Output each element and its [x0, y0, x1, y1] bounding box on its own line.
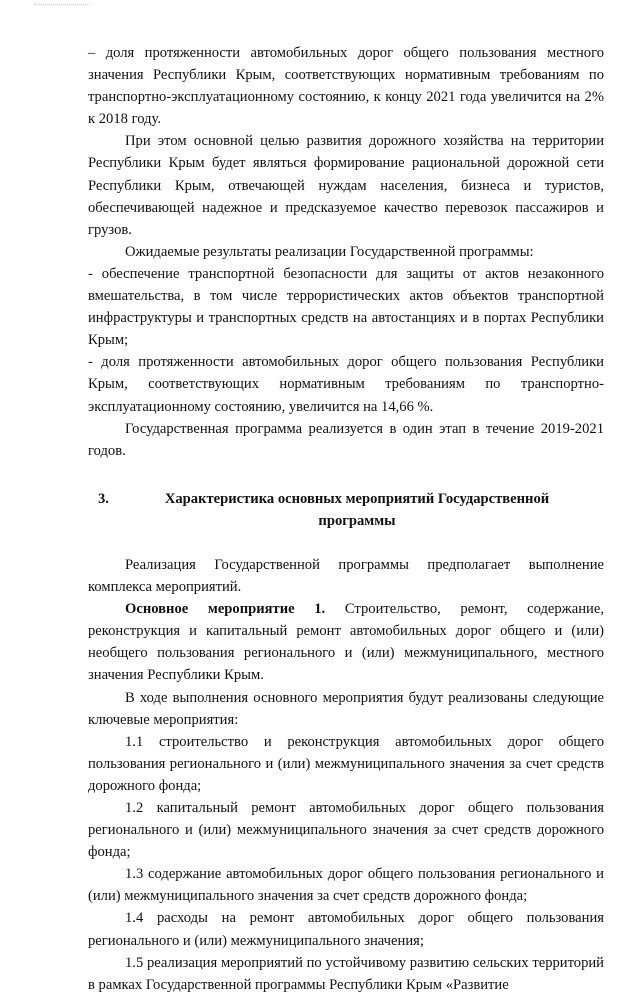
paragraph-intro: Реализация Государственной программы предполагает выполнение комплекса мероприятий.: [88, 556, 604, 596]
spacer: [88, 532, 604, 554]
section-title-line2: программы: [318, 512, 396, 529]
main-activity-text: Строительство, ремонт, содержание, реконструкция и капитальный ремонт автомобильных дорог общего и (или) необщего пользования регионального и (или) межмуниципального, местного значения Республики Крым.: [88, 601, 604, 684]
list-item: 1.2 капитальный ремонт автомобильных дорог общего пользования регионального и (или) межмуниципального значения за счет средств дорожного фонда;: [88, 800, 604, 861]
spacer: [88, 462, 604, 484]
paragraph-transport-security: - обеспечение транспортной безопасности для защиты от актов незаконного вмешательства, в том числе террористических актов объектов транспортной инфраструктуры и транспортных средств на автостанциях и в портах Республики Крым;: [88, 265, 604, 349]
list-item: 1.4 расходы на ремонт автомобильных дорог общего пользования регионального и (или) межмуниципального значения;: [88, 910, 604, 949]
paragraph-expected-results: Ожидаемые результаты реализации Государственной программы:: [125, 243, 534, 260]
list-item: 1.1 строительство и реконструкция автомобильных дорог общего пользования регионального и (или) межмуниципального значения за счет средств дорожного фонда;: [88, 733, 604, 794]
paragraph-local-roads: – доля протяженности автомобильных дорог общего пользования местного значения Республики Крым, соответствующих нормативным требованиям по транспортно-эксплуатационному состоянию, к концу 2021 года увеличится на 2% к 2018 году.: [88, 45, 604, 128]
document-page: [88, 42, 604, 996]
section-title: [130, 488, 604, 532]
paragraph-main-activity: [88, 598, 604, 686]
section-heading: [88, 488, 604, 532]
list-item: 1.5 реализация мероприятий по устойчивому развитию сельских территорий в рамках Государственной программы Республики Крым «Развитие: [88, 954, 604, 993]
main-activity-label: Основное мероприятие 1.: [125, 601, 326, 618]
scan-artifact: [34, 4, 90, 9]
paragraph-main-goal: При этом основной целью развития дорожного хозяйства на территории Республики Крым будет являться формирование рациональной дорожной сети Республики Крым, отвечающей нуждам населения, бизнеса и туристов, обеспечивающей надежное и предсказуемое качество перевозок пассажиров и грузов.: [88, 133, 604, 238]
list-item: 1.3 содержание автомобильных дорог общего пользования регионального и (или) межмуниципального значения за счет средств дорожного фонда;: [88, 866, 604, 905]
section-number: 3.: [98, 490, 109, 507]
paragraph-road-share: - доля протяженности автомобильных дорог общего пользования Республики Крым, соответствующих нормативным требованиям по транспортно-эксплуатационному состоянию, увеличится на 14,66 %.: [88, 354, 604, 415]
paragraph-key-activities: В ходе выполнения основного мероприятия будут реализованы следующие ключевые мероприятия:: [88, 689, 604, 728]
section-title-line1: Характеристика основных мероприятий Государственной: [164, 490, 550, 507]
paragraph-program-stage: Государственная программа реализуется в один этап в течение 2019-2021 годов.: [88, 420, 604, 459]
